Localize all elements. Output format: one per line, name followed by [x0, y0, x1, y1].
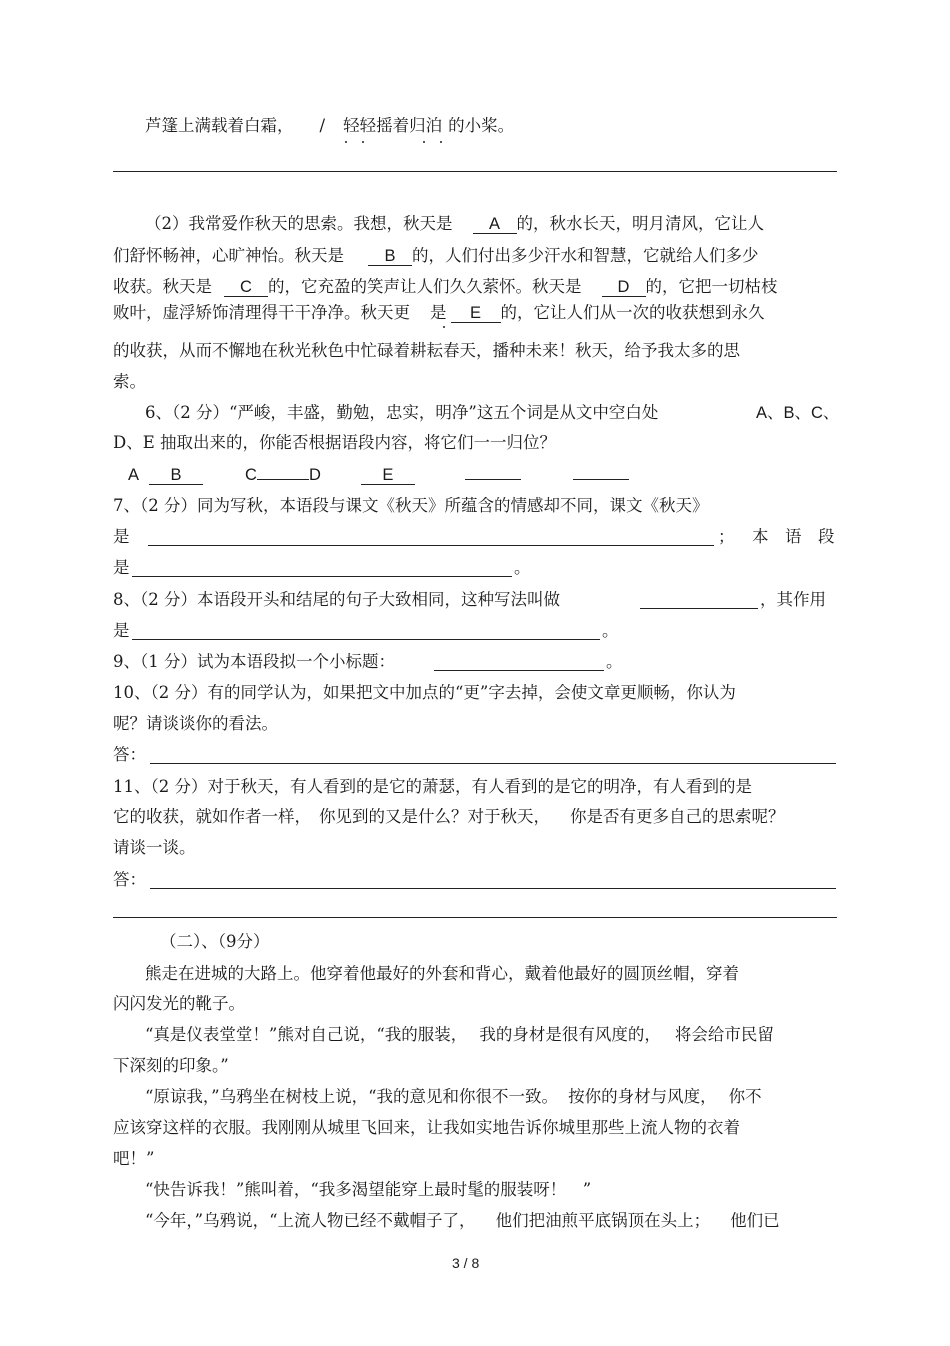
poem-part3: 的小桨。 — [448, 116, 515, 135]
question-7-line2-word — [785, 526, 802, 548]
question-7-line2-word — [752, 526, 769, 548]
story-line — [113, 1148, 154, 1170]
divider-line — [113, 917, 837, 918]
text: 本 — [752, 527, 769, 546]
poem-slash: / — [319, 116, 326, 135]
poem-part1: 芦篷上满载着白霜， — [145, 116, 294, 135]
text: 索。 — [113, 372, 146, 391]
text: A、B、C、 — [756, 404, 840, 422]
text: 11、（2 分）对于秋天，有人看到的是它的萧瑟，有人看到的是它的明净，有人看到的是 — [113, 777, 752, 796]
story-line — [145, 1086, 762, 1108]
answer-line[interactable] — [434, 670, 604, 671]
label-c: C — [245, 466, 257, 484]
emphasis-dot-geng — [443, 326, 445, 328]
question-11-line2 — [113, 806, 785, 828]
question-9 — [113, 651, 395, 673]
question-9-end — [606, 651, 623, 673]
emphasis-dot — [440, 141, 442, 143]
question-8-line2-end — [602, 620, 619, 642]
text: 的收获，从而不懈地在秋光秋色中忙碌着耕耘春天，播种未来！秋天，给予我太多的思 — [113, 341, 740, 360]
story-line — [113, 993, 245, 1015]
text: 熊走在进城的大路上。他穿着他最好的外套和背心，戴着他最好的圆顶丝帽，穿着 — [145, 964, 739, 983]
question-6-line2 — [113, 432, 556, 454]
question-7-line1 — [113, 495, 709, 517]
text: ； — [718, 527, 735, 546]
text: 收获。秋天是 — [113, 277, 212, 296]
question-8-line1-end — [760, 589, 826, 611]
question-10-line1 — [113, 682, 736, 704]
question-6-letters — [756, 402, 839, 424]
text: “快告诉我！”熊叫着，“我多渴望能穿上最时髦的服装呀！ ” — [145, 1180, 592, 1199]
question-7-line3-end — [514, 557, 531, 579]
section-heading — [160, 931, 270, 953]
text: 9、（1 分）试为本语段拟一个小标题： — [113, 652, 395, 671]
story-line — [145, 1179, 591, 1201]
text: 应该穿这样的衣服。我刚刚从城里飞回来，让我如实地告诉你城里那些上流人物的衣着 — [113, 1118, 740, 1137]
question-11-answer-label — [113, 869, 146, 891]
text: 3 / 8 — [452, 1255, 480, 1271]
text: （二）、（9分） — [160, 932, 270, 951]
blank-e: E — [451, 304, 501, 323]
question-8-line1 — [113, 589, 560, 611]
story-line — [145, 1210, 780, 1232]
blank-b: B — [368, 247, 412, 266]
text: 7、（2 分）同为写秋，本语段与课文《秋天》所蕴含的情感却不同，课文《秋天》 — [113, 496, 709, 515]
text: 8、（2 分）本语段开头和结尾的句子大致相同，这种写法叫做 — [113, 590, 560, 609]
text: 。 — [606, 652, 623, 671]
question-7-line2-word — [818, 526, 835, 548]
blank-c: C — [224, 278, 268, 297]
text: 下深刻的印象。” — [113, 1056, 229, 1075]
text: 语 — [785, 527, 802, 546]
paragraph-line — [113, 302, 765, 324]
paragraph-line — [145, 213, 764, 235]
question-6-line1 — [145, 402, 658, 424]
poem-line — [145, 115, 514, 137]
paragraph-line — [113, 276, 778, 298]
text: 。 — [602, 621, 619, 640]
paragraph-line — [113, 245, 759, 267]
label-d: D — [308, 466, 321, 484]
question-6-answers — [128, 464, 629, 486]
answer-blank-4[interactable]: E — [361, 466, 415, 485]
text: 6、（2 分）“严峻，丰盛，勤勉，忠实，明净”这五个词是从文中空白处 — [145, 403, 659, 422]
text: 是 — [113, 621, 130, 640]
question-7-line2-end — [718, 526, 735, 548]
text: 的，它充盈的笑声让人们久久萦怀。秋天是 — [268, 277, 582, 296]
text: 我的身材是很有风度的， — [479, 1025, 661, 1044]
answer-line[interactable] — [150, 763, 836, 764]
story-line — [113, 1055, 229, 1077]
text: 请谈一谈。 — [113, 838, 196, 857]
text: 它的收获，就如作者一样， — [113, 807, 311, 826]
page-number — [452, 1252, 479, 1274]
text: “今年，”乌鸦说，“上流人物已经不戴帽子了， — [145, 1211, 476, 1230]
answer-line[interactable] — [148, 545, 714, 546]
text: 呢？请谈谈你的看法。 — [113, 714, 278, 733]
text: 是 — [430, 303, 447, 322]
text: 段 — [818, 527, 835, 546]
text: 的，它让人们从一次的收获想到永久 — [500, 303, 765, 322]
story-line — [145, 1024, 774, 1046]
question-7-line2 — [113, 526, 130, 548]
text: 败叶，虚浮矫饰清理得干干净净。秋天更 — [113, 303, 410, 322]
text: 他们已 — [730, 1211, 780, 1230]
answer-blank-1[interactable]: B — [149, 466, 203, 485]
text: 他们把油煎平底锅顶在头上； — [495, 1211, 711, 1230]
answer-line[interactable] — [640, 608, 758, 609]
label-a: A — [128, 466, 140, 484]
emphasis-dot — [345, 141, 347, 143]
answer-blank-5[interactable] — [465, 479, 521, 480]
text: 的，秋水长天，明月清风，它让人 — [516, 214, 764, 233]
paragraph-line — [113, 371, 146, 393]
text: 是 — [113, 527, 130, 546]
story-line — [145, 963, 739, 985]
question-8-line2 — [113, 620, 130, 642]
answer-line[interactable] — [132, 639, 600, 640]
text: 答： — [113, 745, 146, 764]
question-7-line3 — [113, 557, 130, 579]
text: 按你的身材与风度， — [568, 1087, 717, 1106]
text: ，其作用 — [760, 590, 826, 609]
question-10-answer-label — [113, 744, 146, 766]
text: 答： — [113, 870, 146, 889]
text: D、E 抽取出来的，你能否根据语段内容，将它们一一归位？ — [113, 433, 557, 452]
story-line — [113, 1117, 740, 1139]
emphasis-dot — [423, 141, 425, 143]
question-10-line2 — [113, 713, 278, 735]
text: 你是否有更多自己的思索呢？ — [570, 807, 785, 826]
answer-line[interactable] — [132, 576, 512, 577]
text: （2）我常爱作秋天的思索。我想，秋天是 — [145, 214, 453, 233]
text: 闪闪发光的靴子。 — [113, 994, 245, 1013]
text: “原谅我，”乌鸦坐在树枝上说，“我的意见和你很不一致。 — [145, 1087, 559, 1106]
text: 。 — [514, 558, 531, 577]
emphasis-dot — [362, 141, 364, 143]
text: 吧！” — [113, 1149, 155, 1168]
divider-line — [113, 171, 837, 172]
poem-part2: 轻轻摇着归泊 — [343, 116, 443, 135]
blank-d: D — [602, 278, 646, 297]
text: 的，它把一切枯枝 — [645, 277, 778, 296]
question-11-line3 — [113, 837, 196, 859]
blank-a: A — [473, 215, 517, 234]
text: 10、（2 分）有的同学认为，如果把文中加点的“更”字去掉，会使文章更顺畅，你认为 — [113, 683, 736, 702]
text: 你不 — [728, 1087, 762, 1106]
text: 是 — [113, 558, 130, 577]
answer-blank-3[interactable] — [257, 479, 309, 480]
text: 将会给市民留 — [674, 1025, 774, 1044]
text: 的，人们付出多少汗水和智慧，它就给人们多少 — [412, 246, 759, 265]
text: 你见到的又是什么？对于秋天， — [319, 807, 550, 826]
paragraph-line — [113, 340, 740, 362]
question-11-line1 — [113, 776, 752, 798]
answer-line[interactable] — [150, 888, 836, 889]
text: 们舒怀畅神，心旷神怡。秋天是 — [113, 246, 344, 265]
text: “真是仪表堂堂！”熊对自己说，“我的服装， — [145, 1025, 468, 1044]
answer-blank-6[interactable] — [573, 479, 629, 480]
